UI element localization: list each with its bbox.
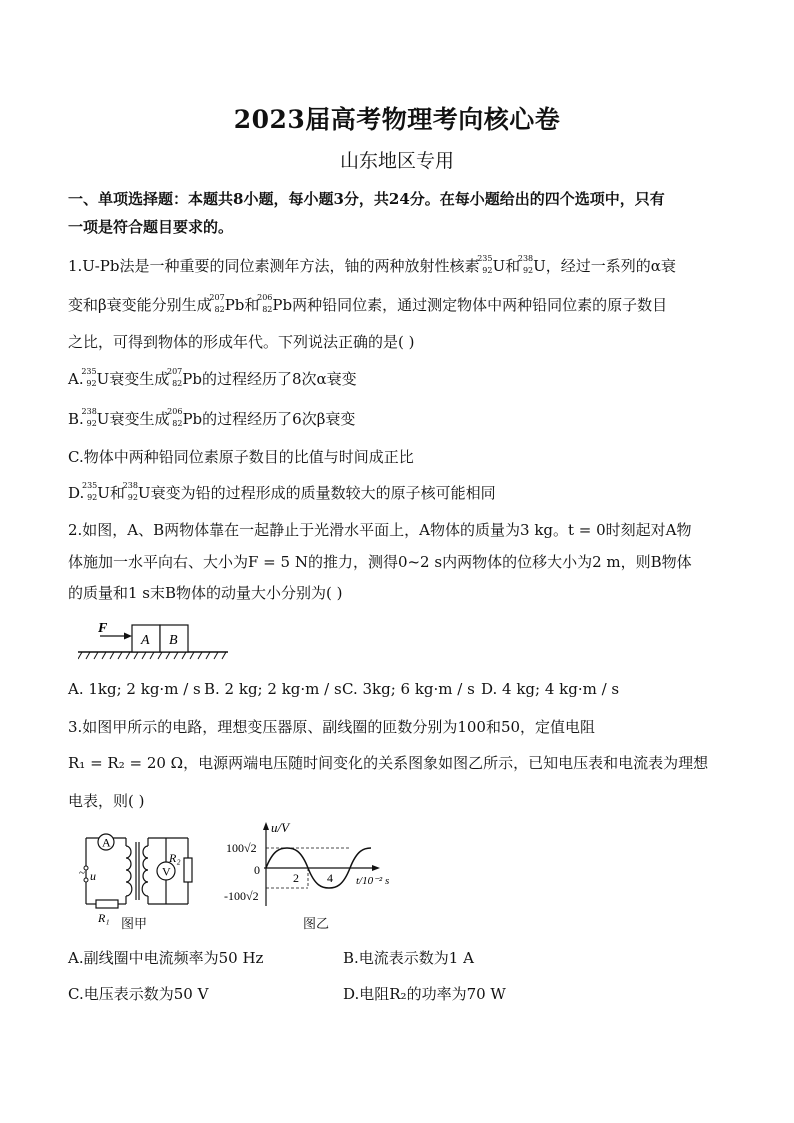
q2-line3: 的质量和1 s末B物体的动量大小分别为( ): [68, 584, 343, 602]
q3-option-c[interactable]: C.电压表示数为50 V: [68, 985, 209, 1003]
voltage-graph: [224, 820, 406, 916]
resistor-r2: [184, 858, 192, 882]
svg-text:~: ~: [79, 867, 85, 879]
q1-text: 1.U-Pb法是一种重要的同位素测年方法，铀的两种放射性核素: [68, 257, 480, 275]
section-instructions-line1: 一、单项选择题：本题共8小题，每小题3分，共24分。在每小题给出的四个选项中，只有: [68, 190, 665, 208]
svg-text:V: V: [162, 864, 171, 879]
q1-line2: 变和β衰变能分别生成 207 82 Pb和 206 82 Pb两种铅同位素，通过测定物体中两种铅同位素的原子数目: [68, 293, 668, 314]
q1-option-c[interactable]: C.物体中两种铅同位素原子数目的比值与时间成正比: [68, 448, 414, 466]
q2-option-b[interactable]: B. 2 kg; 2 kg·m / s: [204, 680, 342, 698]
q3-line1: 3.如图甲所示的电路，理想变压器原、副线圈的匝数分别为100和50，定值电阻: [68, 718, 596, 736]
q2-line2: 体施加一水平向右、大小为F = 5 N的推力，测得0~2 s内两物体的位移大小为2 m，则B物体: [68, 553, 692, 571]
force-label: F: [98, 621, 108, 636]
q2-option-c[interactable]: C. 3kg; 6 kg·m / s: [342, 680, 475, 698]
page-subtitle: 山东地区专用: [339, 150, 454, 172]
figure-b-caption: 图乙: [303, 917, 330, 932]
q1-option-b[interactable]: B. 238 92 U衰变生成 206 82 Pb的过程经历了6次β衰变: [68, 407, 356, 428]
nuclide-u235: 235 92: [477, 254, 493, 275]
y-min-label: -100√2: [224, 889, 259, 903]
x-tick-2: 2: [293, 871, 299, 885]
q2-line1: 2.如图，A、B两物体靠在一起静止于光滑水平面上，A物体的质量为3 kg。t = 0时刻起对A物: [68, 521, 692, 539]
primary-coil: [126, 846, 132, 896]
nuclide-pb206: 206 82: [257, 293, 273, 314]
nuclide-u238: 238 92: [517, 254, 534, 275]
page-title: 2023届高考物理考向核心卷: [233, 105, 561, 134]
figure-a-caption: 图甲: [121, 917, 148, 932]
q3-option-d[interactable]: D.电阻R₂的功率为70 W: [343, 985, 506, 1003]
section-instructions-line2: 一项是符合题目要求的。: [68, 218, 234, 236]
q1-line1: 1.U-Pb法是一种重要的同位素测年方法，铀的两种放射性核素 235 92 U和 238 92 U，经过一系列的α衰: [68, 254, 676, 275]
q2-option-a[interactable]: A. 1kg; 2 kg·m / s: [68, 680, 201, 698]
resistor-r1: [96, 900, 118, 908]
block-b-label: B: [169, 633, 178, 648]
q3-line3: 电表，则( ): [68, 792, 145, 810]
q1-option-d[interactable]: D. 235 92 U和 238 92 U衰变为铅的过程形成的质量数较大的原子核可能相同: [68, 481, 496, 502]
q3-option-a[interactable]: A.副线圈中电流频率为50 Hz: [68, 949, 264, 967]
q2-option-d[interactable]: D. 4 kg; 4 kg·m / s: [481, 680, 620, 698]
q3-option-b[interactable]: B.电流表示数为1 A: [343, 949, 474, 967]
y-axis-label: u/V: [271, 820, 290, 835]
x-axis-label: t/10⁻² s: [356, 875, 390, 887]
y-max-label: 100√2: [226, 841, 257, 855]
q1-line3: 之比，可得到物体的形成年代。下列说法正确的是( ): [68, 333, 415, 351]
source-label: u: [90, 869, 96, 883]
nuclide-pb207: 207 82: [209, 293, 225, 314]
q3-line2: R₁ = R₂ = 20 Ω，电源两端电压随时间变化的关系图象如图乙所示，已知电压表和电流表为理想: [68, 754, 709, 772]
r1-label: R₁: [98, 911, 110, 925]
blocks-figure: [78, 618, 228, 662]
r2-label: R₂: [169, 851, 181, 865]
x-tick-4: 4: [327, 871, 333, 885]
origin-label: 0: [254, 863, 260, 877]
q1-option-a[interactable]: A. 235 92 U衰变生成 207 82 Pb的过程经历了8次α衰变: [68, 367, 357, 388]
svg-text:A: A: [102, 835, 111, 850]
secondary-coil: [142, 846, 148, 896]
block-a-label: A: [141, 633, 150, 648]
